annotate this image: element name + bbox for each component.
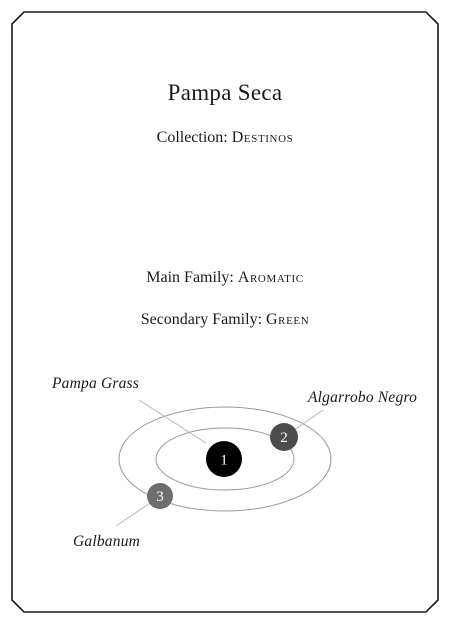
- collection-value: Destinos: [231, 129, 294, 146]
- note-1-number: 1: [220, 452, 228, 469]
- note-1-label: Pampa Grass: [52, 375, 140, 392]
- perfume-title: Pampa Seca: [167, 80, 283, 105]
- main-family-label: Main Family:: [146, 269, 238, 286]
- note-3-number: 3: [156, 489, 164, 505]
- secondary-family-label: Secondary Family:: [140, 311, 267, 328]
- leader-line-1: [139, 400, 206, 443]
- note-3-label: Galbanum: [73, 533, 141, 550]
- secondary-family-value: Green: [266, 311, 310, 328]
- note-2-number: 2: [280, 430, 288, 446]
- note-2-label: Algarrobo Negro: [308, 389, 418, 406]
- main-family-value: Aromatic: [237, 269, 304, 286]
- collection-label: Collection:: [156, 129, 232, 146]
